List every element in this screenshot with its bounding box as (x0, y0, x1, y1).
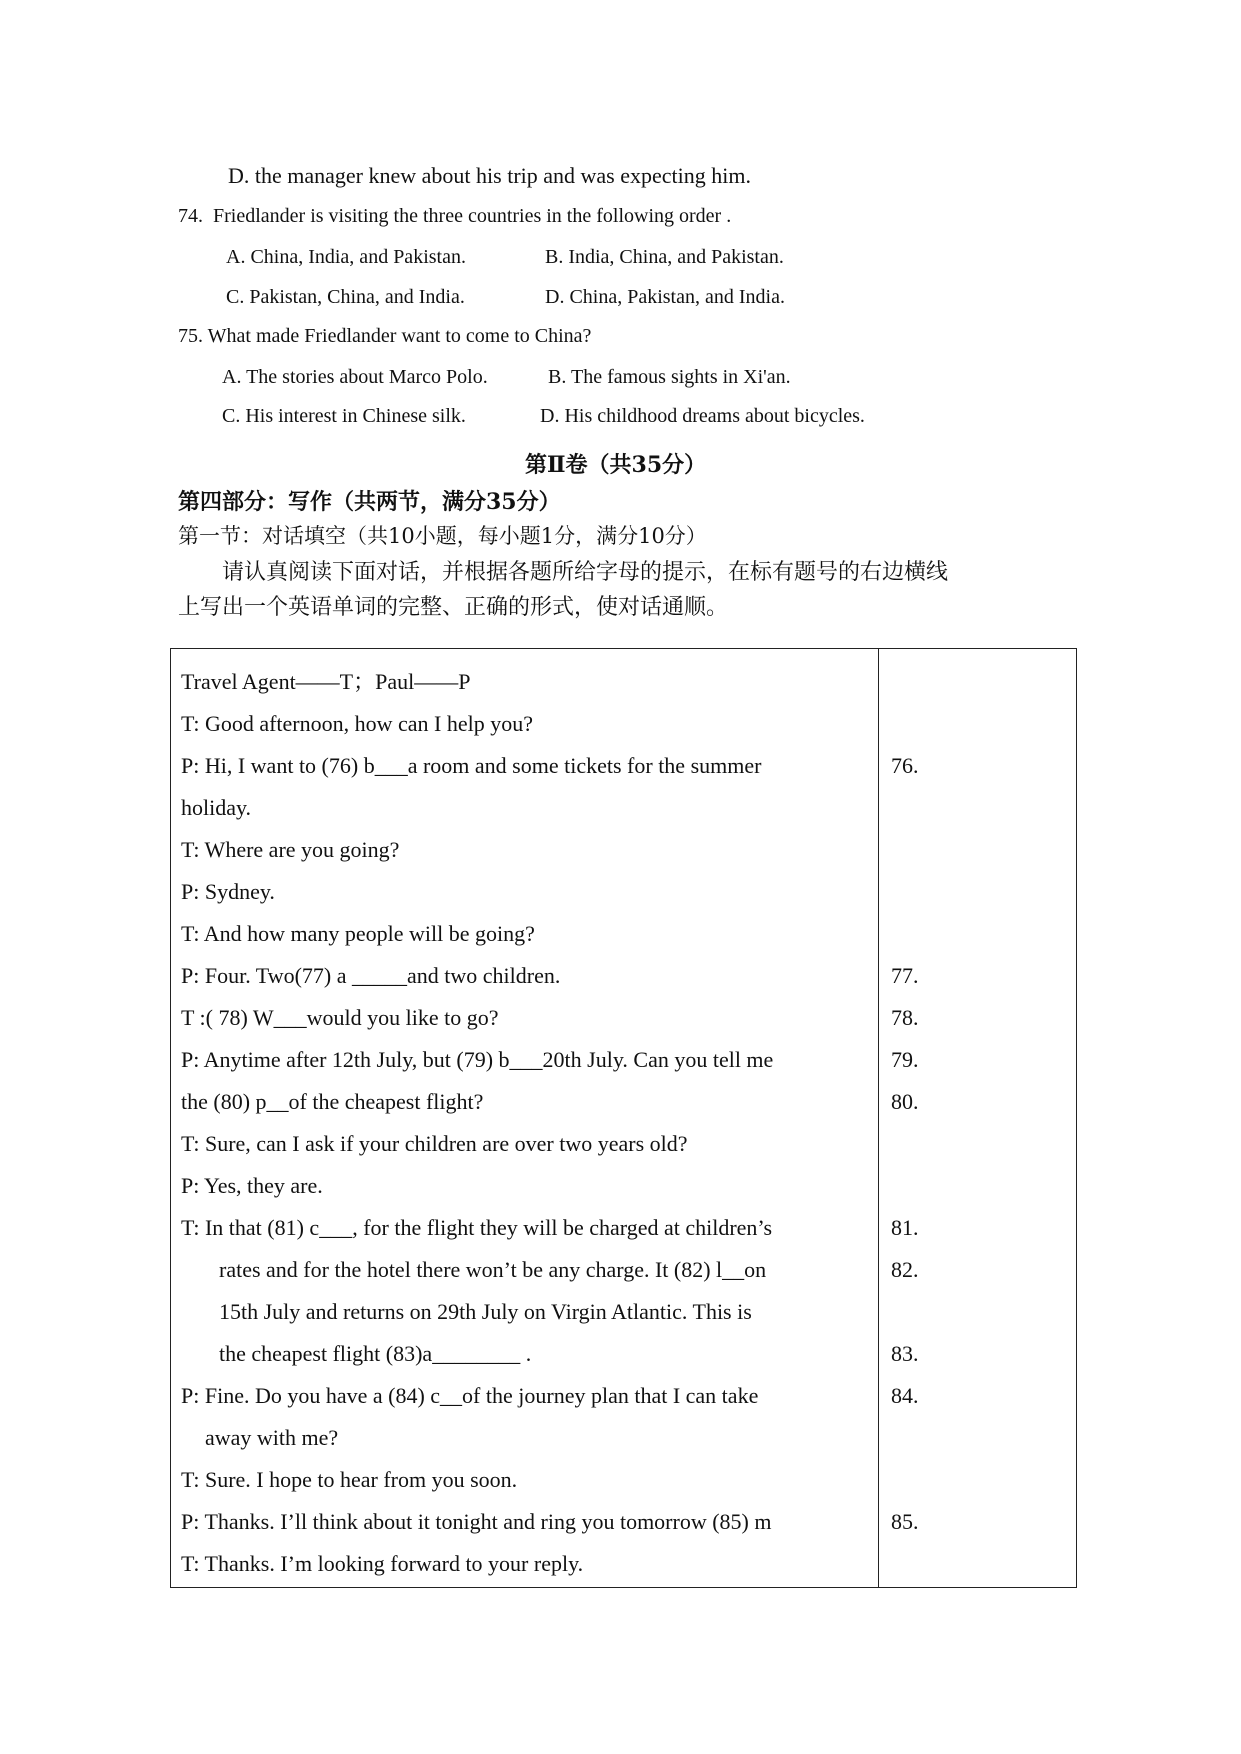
section-title: 第Ⅱ卷（共35分） (525, 452, 707, 478)
dialogue-line: the (80) p__of the cheapest flight? (181, 1089, 484, 1114)
dialogue-line: away with me? (205, 1425, 339, 1450)
part-title: 第四部分：写作（共两节，满分35分） (178, 489, 561, 515)
dialogue-line: T: Where are you going? (181, 837, 400, 862)
dialogue-line: P: Four. Two(77) a _____and two children. (181, 963, 561, 988)
instruction-line-2: 上写出一个英语单词的完整、正确的形式，使对话通顺。 (178, 595, 729, 620)
q75-option-d: D. His childhood dreams about bicycles. (540, 405, 865, 427)
dialogue-line: T: In that (81) c___, for the flight they will be charged at children’s (181, 1215, 773, 1240)
answer-number: 77. (891, 963, 919, 988)
answer-number: 79. (891, 1047, 919, 1072)
answer-number: 82. (891, 1257, 919, 1282)
dialogue-line: T: Good afternoon, how can I help you? (181, 711, 534, 736)
answer-number (891, 829, 1076, 871)
q74-option-c: C. Pakistan, China, and India. (226, 286, 465, 308)
q74-option-a: A. China, India, and Pakistan. (226, 246, 466, 268)
q74-option-d: D. China, Pakistan, and India. (545, 286, 785, 308)
instruction-line-1: 请认真阅读下面对话，并根据各题所给字母的提示，在标有题号的右边横线 (222, 560, 949, 585)
section1-title: 第一节：对话填空（共10小题，每小题1分，满分10分） (178, 524, 707, 548)
dialogue-line: 15th July and returns on 29th July on Virgin Atlantic. This is (219, 1299, 752, 1324)
q75-stem: 75. What made Friedlander want to come to China? (178, 325, 592, 347)
dialogue-line: P: Thanks. I’ll think about it tonight and ring you tomorrow (85) m (181, 1509, 772, 1534)
answer-number: 78. (891, 1005, 919, 1030)
dialogue-line: T: Thanks. I’m looking forward to your reply. (181, 1551, 584, 1576)
answer-number: 76. (891, 753, 919, 778)
answer-number-column (879, 649, 1077, 1588)
dialogue-line: P: Fine. Do you have a (84) c__of the journey plan that I can take (181, 1383, 759, 1408)
answer-number (891, 1165, 1076, 1207)
answer-number (891, 1543, 1076, 1585)
dialogue-line: T :( 78) W___would you like to go? (181, 1005, 499, 1030)
dialogue-line: T: Sure. I hope to hear from you soon. (181, 1467, 518, 1492)
answer-number (891, 1459, 1076, 1501)
dialogue-line: the cheapest flight (83)a________ . (219, 1341, 532, 1366)
q75-option-c: C. His interest in Chinese silk. (222, 405, 466, 427)
answer-number: 81. (891, 1215, 919, 1240)
answer-number (891, 787, 1076, 829)
q74-option-b: B. India, China, and Pakistan. (545, 246, 784, 268)
dialogue-text-column (171, 649, 879, 1588)
answer-number: 85. (891, 1509, 919, 1534)
answer-number (891, 871, 1076, 913)
q74-stem: 74. Friedlander is visiting the three countries in the following order . (178, 205, 732, 227)
q73-option-d: D. the manager knew about his trip and was expecting him. (228, 163, 751, 188)
dialogue-table (170, 648, 1077, 1588)
dialogue-line: holiday. (181, 795, 252, 820)
answer-number (891, 913, 1076, 955)
answer-number (891, 1417, 1076, 1459)
answer-number (891, 1123, 1076, 1165)
answer-number (891, 703, 1076, 745)
answer-number: 84. (891, 1383, 919, 1408)
answer-number (891, 1291, 1076, 1333)
answer-number: 80. (891, 1089, 919, 1114)
dialogue-line: P: Yes, they are. (181, 1173, 323, 1198)
dialogue-line: P: Hi, I want to (76) b___a room and some tickets for the summer (181, 753, 762, 778)
dialogue-line: T: And how many people will be going? (181, 921, 535, 946)
dialogue-line: rates and for the hotel there won’t be any charge. It (82) l__on (219, 1257, 767, 1282)
dialogue-line: T: Sure, can I ask if your children are over two years old? (181, 1131, 688, 1156)
q75-option-a: A. The stories about Marco Polo. (222, 366, 488, 388)
dialogue-line: P: Sydney. (181, 879, 275, 904)
dialogue-line: Travel Agent——T；Paul——P (181, 669, 471, 694)
q75-option-b: B. The famous sights in Xi'an. (548, 366, 791, 388)
answer-number (891, 661, 1076, 703)
dialogue-line: P: Anytime after 12th July, but (79) b___20th July. Can you tell me (181, 1047, 774, 1072)
answer-number: 83. (891, 1341, 919, 1366)
